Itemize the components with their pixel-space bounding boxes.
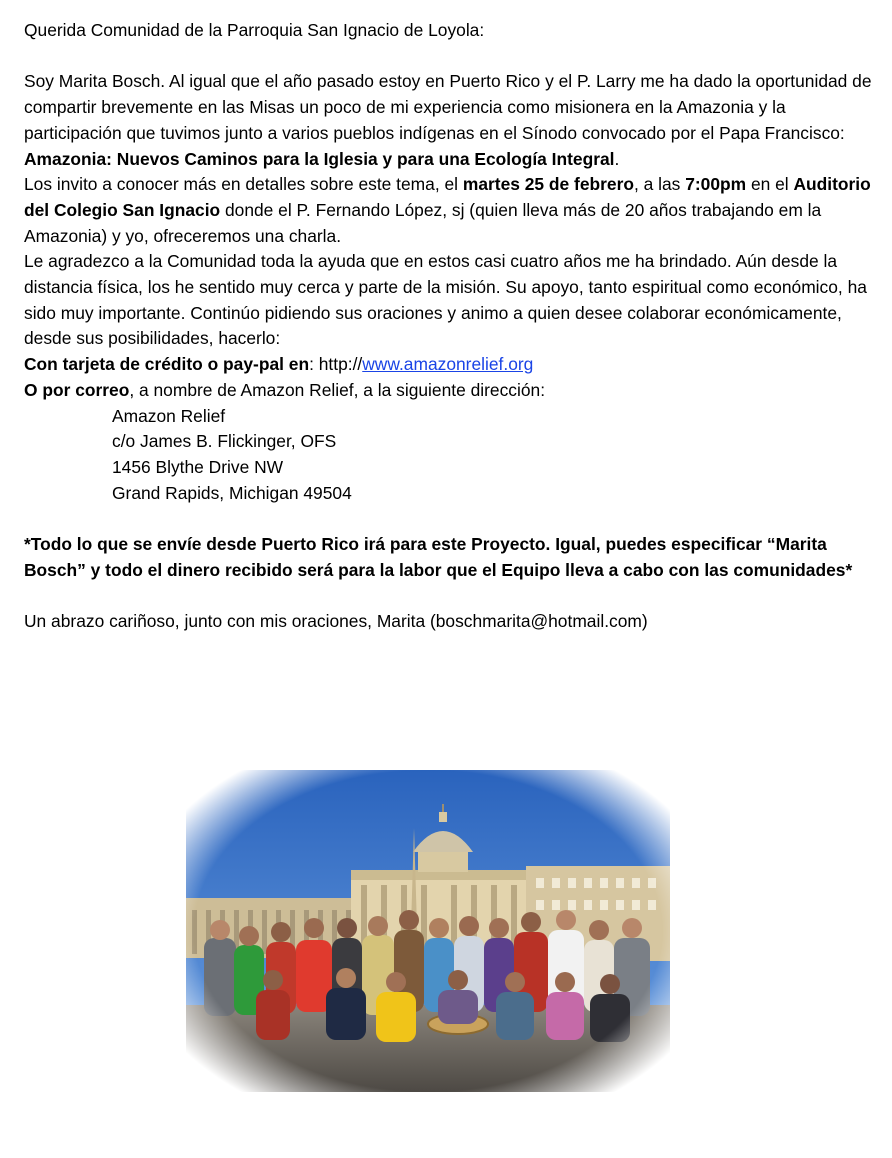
- address-line: c/o James B. Flickinger, OFS: [112, 431, 337, 452]
- address-line: Amazon Relief: [112, 405, 226, 426]
- event-time: 7:00pm: [685, 174, 747, 195]
- mailing-address: [24, 404, 874, 507]
- donation-note-text: *Todo lo que se envíe desde Puerto Rico irá para este Proyecto. Igual, puedes especificar “Marita Bosch” y todo el dinero recibido será para la labor que el Equipo lleva a cabo con las comunidades*: [24, 534, 853, 580]
- synod-title: Amazonia: Nuevos Caminos para la Iglesia y para una Ecología Integral: [24, 148, 615, 169]
- mail-line: [24, 378, 874, 404]
- closing-line: Un abrazo cariñoso, junto con mis oraciones, Marita (boschmarita@hotmail.com): [24, 611, 648, 632]
- invitation-paragraph: [24, 172, 874, 249]
- card-label: Con tarjeta de crédito o pay-pal en: [24, 354, 310, 375]
- group-photo-illustration: [186, 770, 670, 1092]
- donation-note: [24, 532, 874, 583]
- intro-end: .: [614, 148, 620, 169]
- group-photo: [186, 770, 670, 1092]
- invitation-text-d: donde el P. Fernando López, sj (quien lleva más de 20 años trabajando em la Amazonia) y yo, ofreceremos una charla.: [24, 199, 822, 246]
- invitation-text-b: , a las: [633, 174, 686, 195]
- intro-text: Soy Marita Bosch. Al igual que el año pasado estoy en Puerto Rico y el P. Larry me ha dado la oportunidad de compartir brevemente en las Misas un poco de mi experiencia como misionera en la Amazonia y la participación que tuvimos junto a varios pueblos indígenas en el Sínodo convocado por el Papa Francisco:: [24, 71, 872, 143]
- intro-paragraph: [24, 69, 874, 172]
- card-line: [24, 352, 874, 378]
- thanks-paragraph: Le agradezco a la Comunidad toda la ayuda que en estos casi cuatro años me ha brindado. Aún desde la distancia física, los he sentido muy cerca y parte de la misión. Su apoyo, tanto espiritual como económico, ha sido muy importante. Continúo pidiendo sus oraciones y animo a quien desee colaborar económicamente, desde sus posibilidades, hacerlo:: [24, 251, 867, 349]
- address-line: Grand Rapids, Michigan 49504: [112, 482, 352, 503]
- event-date: martes 25 de febrero: [462, 174, 634, 195]
- invitation-text-a: Los invito a conocer más en detalles sobre este tema, el: [24, 174, 463, 195]
- letter-body: [24, 18, 874, 635]
- address-line: 1456 Blythe Drive NW: [112, 456, 284, 477]
- dome-drum: [418, 850, 468, 872]
- mail-label: O por correo: [24, 379, 130, 400]
- greeting: Querida Comunidad de la Parroquia San Ignacio de Loyola:: [24, 20, 485, 40]
- amazonrelief-link[interactable]: www.amazonrelief.org: [362, 354, 534, 375]
- invitation-text-c: en el: [746, 174, 794, 195]
- card-separator: : http://: [309, 354, 363, 375]
- mail-text: , a nombre de Amazon Relief, a la siguiente dirección:: [129, 379, 546, 400]
- event-place: Auditorio del Colegio San Ignacio: [24, 174, 871, 220]
